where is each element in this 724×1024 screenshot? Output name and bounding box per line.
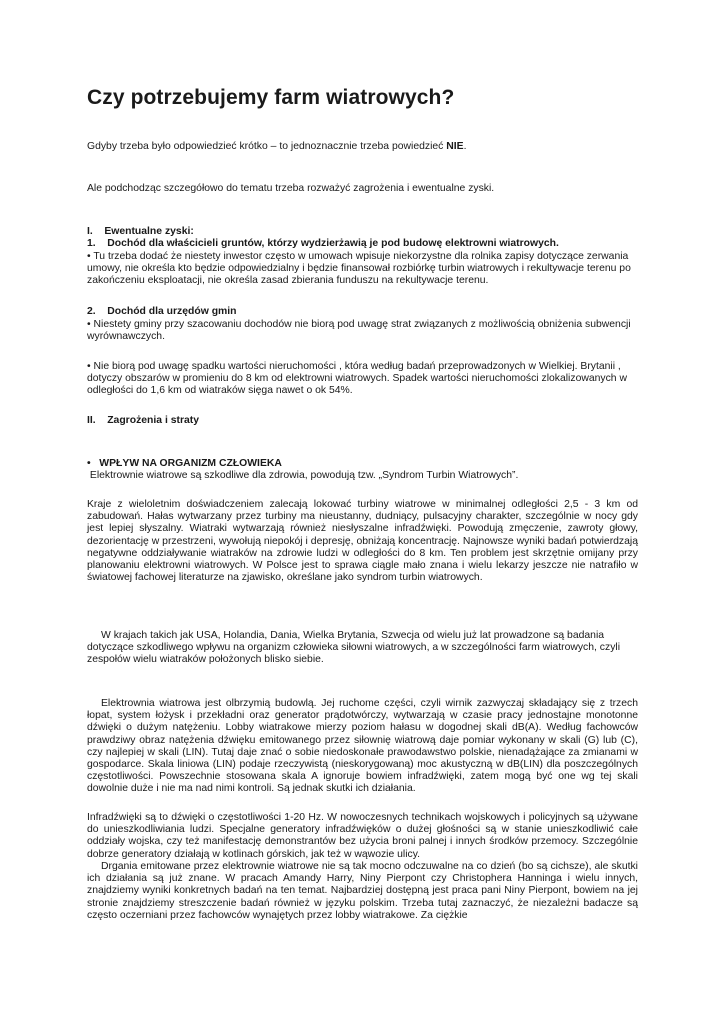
section-1-sub1-heading: 1. Dochód dla właścicieli gruntów, którzy wydzierżawią je pod budowę elektrowni wiatrowych. (87, 238, 559, 249)
paragraph-2: W krajach takich jak USA, Holandia, Dania, Wielka Brytania, Szwecja od wielu już lat prowadzone są badania dotyczące szkodliwego wpływu na organizm człowieka siłowni wiatrowych, a w szczególności farm wiatrowych, czyli zespołów wielu wiatraków położonych blisko siebie. (87, 630, 621, 666)
page-title: Czy potrzebujemy farm wiatrowych? (87, 86, 455, 109)
answer-bold: NIE (446, 141, 464, 152)
section-2-heading: II. Zagrożenia i straty (87, 415, 200, 426)
paragraph-1: Kraje z wieloletnim doświadczeniem zalecają lokować turbiny wiatrowe w minimalnej odległości 2,5 - 3 km od zabudowań. Hałas wytwarzany przez turbiny ma nieustanny, dudniący, pulsacyjny charakter, szczególnie w nocy gdy jest lepiej słyszalny. Wiatraki wytwarzają również niesłyszalne infradźwięki. Powodują zmęczenie, zawroty głowy, dezorientację w przestrzeni, wywołują niepokój i depresję, obniżają koncentrację. Najnowsze wyniki badań potwierdzają negatywne oddziaływanie wiatraków na zdrowie ludzi w odległości do 8 km. Ten problem jest skrzętnie omijany przy planowaniu elektrowni wiatrowych. W Polsce jest to sprawa ciągle mało znana i wielu lekarzy jeszcze nie natrafiło w światowej fachowej literaturze na zjawisko, określane jako syndrom turbin wiatrowych. (87, 499, 638, 584)
section-1-sub2-bullet-1: • Niestety gminy przy szacowaniu dochodów nie biorą pod uwagę strat związanych z możliwością obniżenia subwencji wyrównawczych. (87, 319, 631, 343)
section-1-sub1-text: • Tu trzeba dodać że niestety inwestor często w umowach wpisuje niekorzystne dla rolnika zapisy dotyczące zerwania umowy, nie określa kto będzie odpowiedzialny i będzie finansował rozbiórkę turbin wiatrowych i rekultywacje terenu po zakończeniu eksploatacji, nie określa zasad zbierania funduszu na rekultywacje terenu. (87, 251, 631, 287)
intro-short-answer: Gdyby trzeba było odpowiedzieć krótko – to jednoznacznie trzeba powiedzieć NIE. (87, 141, 467, 152)
paragraph-5: Drgania emitowane przez elektrownie wiatrowe nie są tak mocno odczuwalne na co dzień (bo są cichsze), ale skutki ich działania są już znane. W pracach Amandy Harry, Niny Pierpont czy Christophera Hanninga i wielu innych, znajdziemy wyniki konkretnych badań na ten temat. Najbardziej dostępną jest praca pani Niny Pierpont, bowiem na jej stronie znajdziemy streszczenie badań również w języku polskim. Trzeba tutaj zaznaczyć, że niezależni badacze są często oczerniani przez fachowców wynajętych przez lobby wiatrakowe. Za ciężkie (87, 861, 638, 921)
impact-heading: • WPŁYW NA ORGANIZM CZŁOWIEKA (87, 458, 282, 469)
section-1-sub2-heading: 2. Dochód dla urzędów gmin (87, 306, 237, 317)
section-1-sub2-bullet-2: • Nie biorą pod uwagę spadku wartości nieruchomości , która według badań przeprowadzonych w Wielkiej. Brytanii , dotyczy obszarów w promieniu do 8 km od elektrowni wiatrowych. Spadek wartości nieruchomości zlokalizowanych w odległości do 1,6 km od wiatraków sięga nawet o ok 54%. (87, 361, 627, 397)
section-1-heading: I. Ewentualne zyski: (87, 226, 194, 237)
paragraph-3: Elektrownia wiatrowa jest olbrzymią budowlą. Jej ruchome części, czyli wirnik zazwyczaj składający się z trzech łopat, system łożysk i przekładni oraz generator prądotwórczy, wytwarzają w czasie pracy jednostajne monotonne dźwięki o dużym natężeniu. Lobby wiatrakowe mierzy poziom hałasu w dogodnej skali dB(A). Według fachowców prawdziwy obraz natężenia dźwięku emitowanego przez siłownię wiatrową daje pomiar wykonany w skali (G) lub (C), czy najlepiej w skali (LIN). Tutaj daje znać o sobie niedoskonałe prawodawstwo polskie, nienadążające za zmianami w gospodarce. Skala liniowa (LIN) podaje rzeczywistą (nieskorygowaną) moc akustyczną w dB(LIN) dla poszczególnych częstotliwości. Powszechnie stosowana skala A ignoruje bowiem infradźwięki, zatem mogą być one wg tej skali dowolnie duże i nie ma nad nimi kontroli. Są jednak skutki ich działania. (87, 698, 638, 795)
impact-line: Elektrownie wiatrowe są szkodliwe dla zdrowia, powodują tzw. „Syndrom Turbin Wiatrowych”. (87, 470, 519, 481)
intro-detail: Ale podchodząc szczegółowo do tematu trzeba rozważyć zagrożenia i ewentualne zyski. (87, 183, 495, 194)
paragraph-4: Infradźwięki są to dźwięki o częstotliwości 1-20 Hz. W nowoczesnych technikach wojskowych i policyjnych są używane do unieszkodliwiania ludzi. Specjalne generatory infradźwięków o dużej głośności są w stanie unieszkodliwić całe oddziały wojska, czy też manifestację demonstrantów bez użycia broni palnej i innych środków przemocy. Szczególnie dobrze generatory działają w kotlinach górskich, jak też w wąwozie ulicy. (87, 812, 638, 860)
